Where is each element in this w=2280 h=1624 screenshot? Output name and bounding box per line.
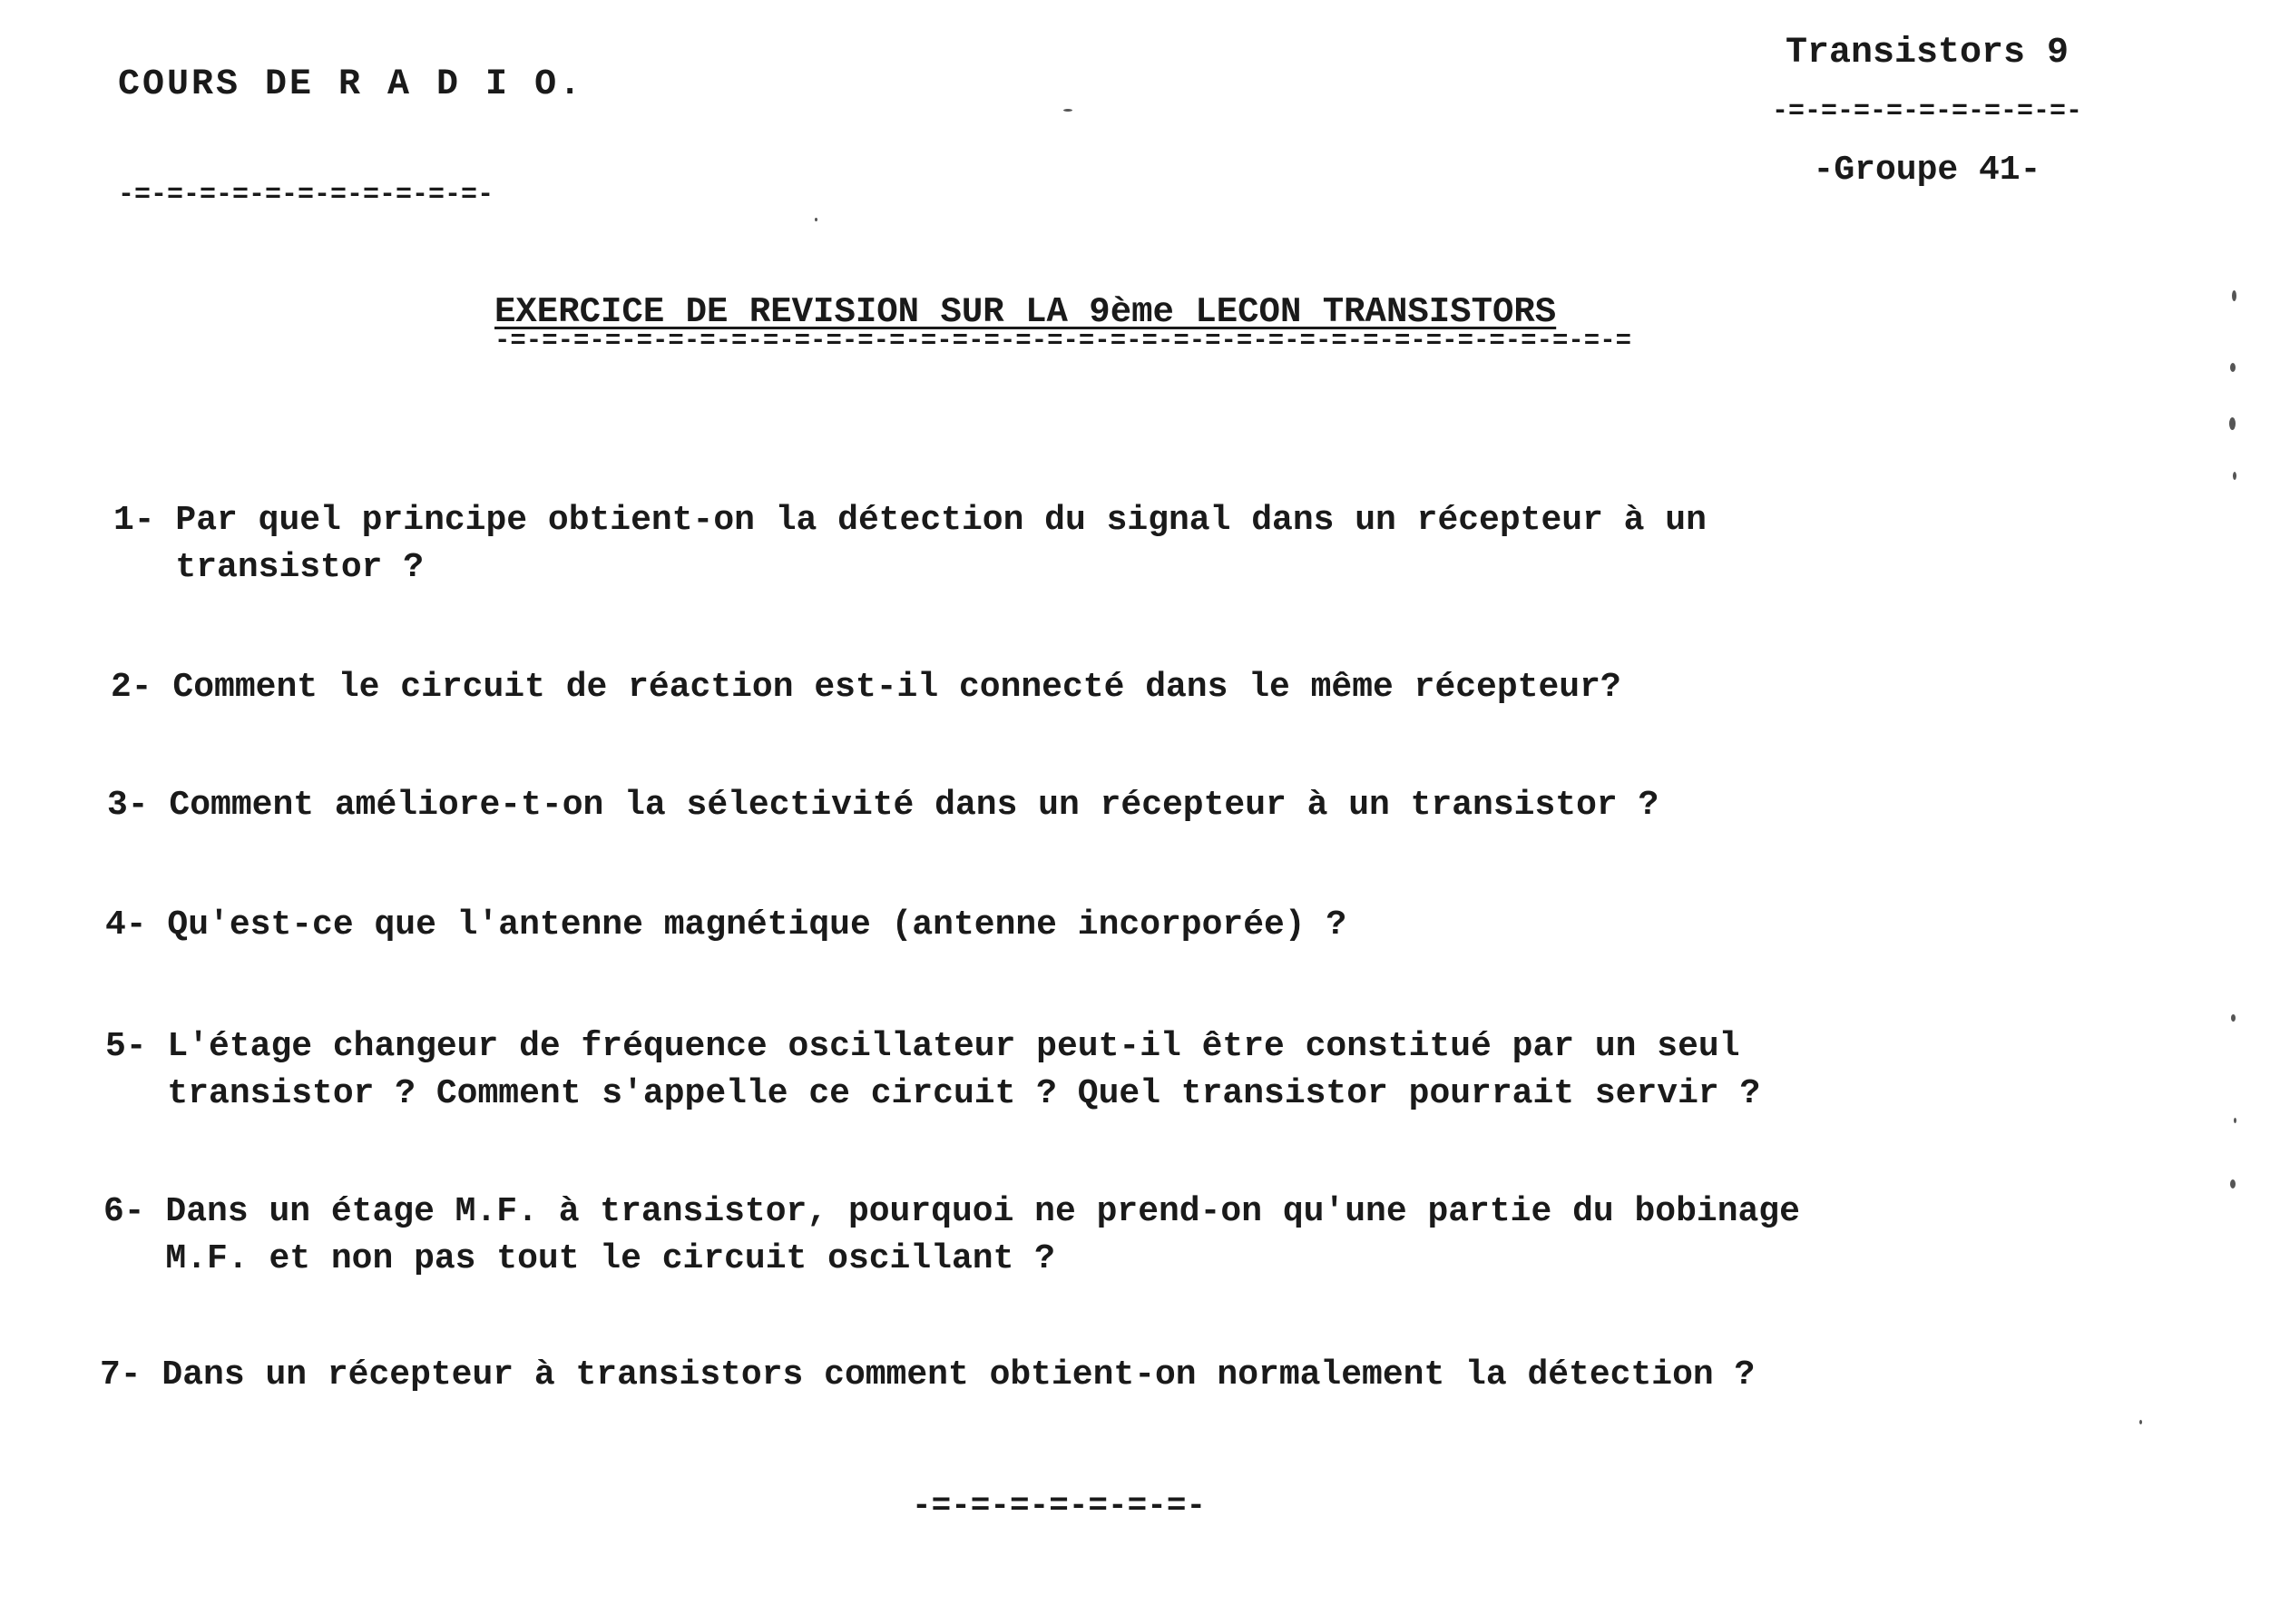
- course-header: [118, 0, 583, 285]
- scan-speck: [2231, 1014, 2236, 1022]
- lesson-title-underline: -=-=-=-=-=-=-=-=-=-: [1771, 96, 2082, 127]
- question-text-line: Dans un étage M.F. à transistor, pourquoi ne prend-on qu'une partie du bobinage: [165, 1192, 1800, 1231]
- scan-speck: [2232, 290, 2236, 301]
- scan-speck: [2230, 1179, 2236, 1189]
- scan-speck: [2139, 1420, 2142, 1424]
- question-text-line: Comment améliore-t-on la sélectivité dans un récepteur à un transistor ?: [169, 786, 1659, 825]
- exercise-title-underline: -=-=-=-=-=-=-=-=-=-=-=-=-=-=-=-=-=-=-=-=-=-=-=-=-=-=-=-=-=-=-=-=-=-=-=-=: [494, 326, 1632, 356]
- scan-speck: [2234, 1118, 2236, 1123]
- question-number: 6-: [103, 1192, 145, 1231]
- question-4: [105, 902, 1346, 949]
- course-title-underline: -=-=-=-=-=-=-=-=-=-=-=-: [118, 180, 494, 210]
- question-number: 1-: [113, 501, 155, 540]
- question-text-line: transistor ?: [175, 548, 425, 587]
- question-text-line: M.F. et non pas tout le circuit oscillant ?: [165, 1239, 1055, 1278]
- question-text-line: Comment le circuit de réaction est-il connecté dans le même récepteur?: [172, 668, 1621, 707]
- question-text-line: L'étage changeur de fréquence oscillateur peut-il être constitué par un seul: [167, 1027, 1740, 1066]
- question-6: [103, 1189, 1800, 1283]
- course-title: COURS DE R A D I O.: [118, 64, 584, 105]
- question-number: 7-: [100, 1355, 142, 1394]
- question-number: 5-: [105, 1027, 147, 1066]
- question-1: [113, 497, 1707, 592]
- question-text-line: Par quel principe obtient-on la détection du signal dans un récepteur à un: [175, 501, 1707, 540]
- lesson-title: Transistors 9: [1785, 33, 2069, 73]
- question-text-line: transistor ? Comment s'appelle ce circuit ? Quel transistor pourrait servir ?: [167, 1074, 1761, 1113]
- end-divider: -=-=-=-=-=-=-=-: [912, 1487, 1207, 1524]
- scan-speck: [2233, 472, 2236, 480]
- question-text-line: Qu'est-ce que l'antenne magnétique (antenne incorporée) ?: [167, 905, 1347, 944]
- exercise-title: EXERCICE DE REVISION SUR LA 9ème LECON TRANSISTORS: [494, 292, 1557, 332]
- question-number: 4-: [105, 905, 147, 944]
- lesson-header: [1772, 2, 2082, 223]
- group-label: -Groupe 41-: [1813, 151, 2041, 190]
- question-text-line: Dans un récepteur à transistors comment obtient-on normalement la détection ?: [161, 1355, 1756, 1394]
- question-2: [111, 664, 1621, 711]
- scan-speck: [815, 218, 817, 221]
- question-number: 3-: [107, 786, 149, 825]
- question-7: [100, 1352, 1755, 1399]
- scan-speck: [2230, 363, 2236, 372]
- scan-speck: [1063, 109, 1072, 112]
- question-5: [105, 1023, 1760, 1118]
- question-3: [107, 782, 1659, 829]
- scan-speck: [2229, 417, 2236, 430]
- question-number: 2-: [111, 668, 152, 707]
